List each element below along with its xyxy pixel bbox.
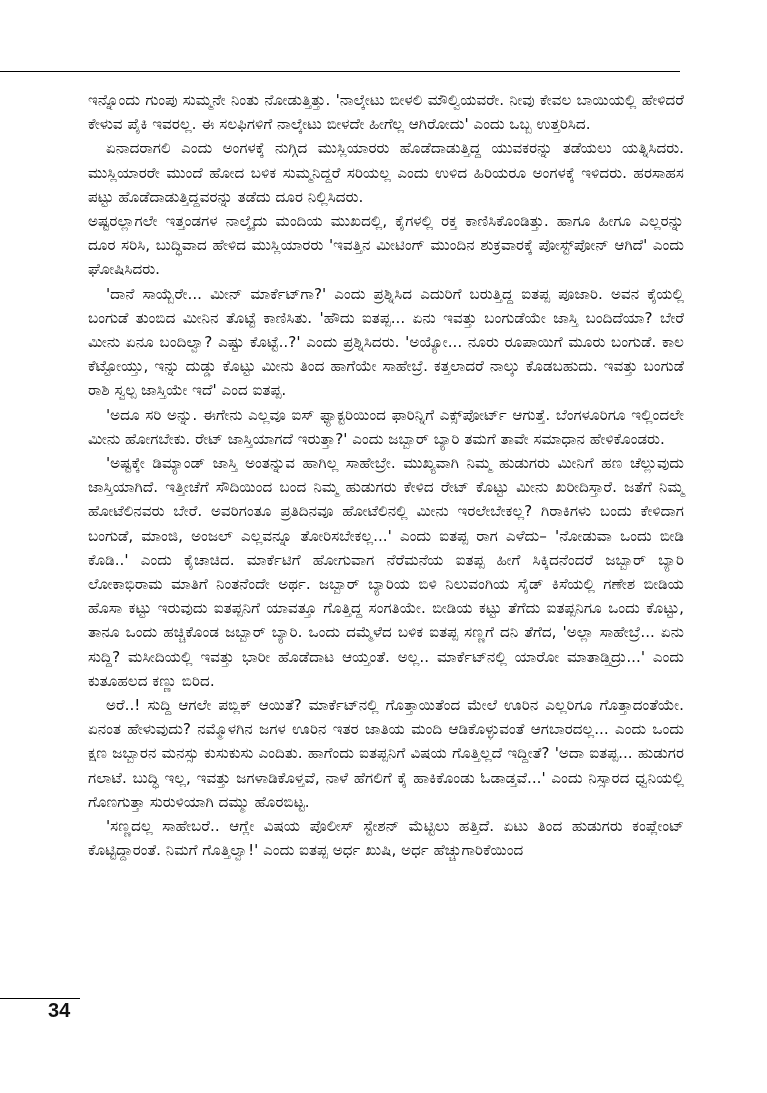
paragraph: 'ಅಷ್ಟಕ್ಕೇ ಡಿಮ್ಯಾಂಡ್ ಜಾಸ್ತಿ ಅಂತನ್ನುವ ಹಾಗಿಲ್ಲ ಸಾಹೇಬ್ರೇ. ಮುಖ್ಯವಾಗಿ ನಿಮ್ಮ ಹುಡುಗರು ಮೀನಿಗೆ ಹಣ ಚೆಲ್ಲುವುದು ಜಾಸ್ತಿಯಾಗಿದೆ. ಇತ್ತೀಚೆಗೆ ಸೌದಿಯಿಂದ ಬಂದ ನಿಮ್ಮ ಹುಡುಗರು ಕೇಳಿದ ರೇಟ್ ಕೊಟ್ಟು ಮೀನು ಖರೀದಿಸ್ತಾರೆ. ಜತೆಗೆ ನಿಮ್ಮ ಹೋಟೆಲಿನವರು ಬೇರೆ. ಅವರಿಗಂತೂ ಪ್ರತಿದಿನವೂ ಹೋಟೆಲಿನಲ್ಲಿ ಮೀನು ಇರಲೇಬೇಕಲ್ಲ? ಗಿರಾಕಿಗಳು ಬಂದು ಕೇಳಿದಾಗ ಬಂಗುಡೆ, ಮಾಂಜಿ, ಅಂಜಲ್ ಎಲ್ಲವನ್ನೂ ತೋರಿಸಬೇಕಲ್ಲ...' ಎಂದು ಐತಪ್ಪ ರಾಗ ಎಳೆದು– 'ನೋಡುವಾ ಒಂದು ಬೀಡಿ ಕೊಡಿ..' ಎಂದು ಕೈಚಾಚಿದ. ಮಾರ್ಕೆಟಿಗೆ ಹೋಗುವಾಗ ನೆರೆಮನೆಯ ಐತಪ್ಪ ಹೀಗೆ ಸಿಕ್ಕಿದನೆಂದರೆ ಜಬ್ಬಾರ್ ಬ್ಯಾರಿ ಲೋಕಾಭಿರಾಮ ಮಾತಿಗೆ ನಿಂತನೆಂದೇ ಅರ್ಥ. ಜಬ್ಬಾರ್ ಬ್ಯಾರಿಯ ಬಿಳಿ ನಿಲುವಂಗಿಯ ಸೈಡ್ ಕಿಸೆಯಲ್ಲಿ ಗಣೇಶ ಬೀಡಿಯ ಹೊಸಾ ಕಟ್ಟು ಇರುವುದು ಐತಪ್ಪನಿಗೆ ಯಾವತ್ತೂ ಗೊತ್ತಿದ್ದ ಸಂಗತಿಯೇ. ಬೀಡಿಯ ಕಟ್ಟು ತೆಗೆದು ಐತಪ್ಪನಿಗೂ ಒಂದು ಕೊಟ್ಟು, ತಾನೂ ಒಂದು ಹಚ್ಚಿಕೊಂಡ ಜಬ್ಬಾರ್ ಬ್ಯಾರಿ. ಒಂದು ದಮ್ಮೆಳೆದ ಬಳಿಕ ಐತಪ್ಪ ಸಣ್ಣಗೆ ದನಿ ತೆಗೆದ, 'ಅಲ್ಲಾ ಸಾಹೇಬ್ರೆ... ಏನು ಸುದ್ದಿ? ಮಸೀದಿಯಲ್ಲಿ ಇವತ್ತು ಭಾರೀ ಹೊಡೆದಾಟ ಆಯ್ತಂತೆ. ಅಲ್ಲ.. ಮಾರ್ಕೆಟ್‌ನಲ್ಲಿ ಯಾರೋ ಮಾತಾಡ್ತಿದ್ರು...' ಎಂದು ಕುತೂಹಲದ ಕಣ್ಣು ಬಿರಿದ.: [88, 454, 684, 690]
body-text: [88, 88, 684, 863]
paragraph: ಇನ್ನೊಂದು ಗುಂಪು ಸುಮ್ಮನೇ ನಿಂತು ನೋಡುತ್ತಿತ್ತು. 'ನಾಲ್ಕೇಟು ಬೀಳಲಿ ಮೌಲ್ವಿಯವರೇ. ನೀವು ಕೇವಲ ಬಾಯಿಯಲ್ಲಿ ಹೇಳಿದರೆ ಕೇಳುವ ಪೈಕಿ ಇವರಲ್ಲ. ಈ ಸಲಫಿಗಳಿಗೆ ನಾಲ್ಕೇಟು ಬೀಳದೇ ಹೀಗೆಲ್ಲ ಆಗಿರೋದು' ಎಂದು ಒಬ್ಬ ಉತ್ತರಿಸಿದ.: [88, 91, 684, 134]
paragraph: ಏನಾದರಾಗಲಿ ಎಂದು ಅಂಗಳಕ್ಕೆ ನುಗ್ಗಿದ ಮುಸ್ಲಿಯಾರರು ಹೊಡೆದಾಡುತ್ತಿದ್ದ ಯುವಕರನ್ನು ತಡೆಯಲು ಯತ್ನಿಸಿದರು. ಮುಸ್ಲಿಯಾರರೇ ಮುಂದೆ ಹೋದ ಬಳಿಕ ಸುಮ್ಮನಿದ್ದರೆ ಸರಿಯಲ್ಲ ಎಂದು ಉಳಿದ ಹಿರಿಯರೂ ಅಂಗಳಕ್ಕೆ ಇಳಿದರು. ಹರಸಾಹಸ ಪಟ್ಟು ಹೊಡೆದಾಡುತ್ತಿದ್ದವರನ್ನು ತಡೆದು ದೂರ ನಿಲ್ಲಿಸಿದರು.: [88, 139, 684, 206]
paragraph: 'ದಾನೆ ಸಾಯ್ಬೆರೇ... ಮೀನ್ ಮಾರ್ಕೆಟ್‌ಗಾ?' ಎಂದು ಪ್ರಶ್ನಿಸಿದ ಎದುರಿಗೆ ಬರುತ್ತಿದ್ದ ಐತಪ್ಪ ಪೂಜಾರಿ. ಅವನ ಕೈಯಲ್ಲಿ ಬಂಗುಡೆ ತುಂಬಿದ ಮೀನಿನ ತೊಟ್ಟೆ ಕಾಣಿಸಿತು. 'ಹೌದು ಐತಪ್ಪ... ಏನು ಇವತ್ತು ಬಂಗುಡೆಯೇ ಜಾಸ್ತಿ ಬಂದಿದೆಯಾ? ಬೇರೆ ಮೀನು ಏನೂ ಬಂದಿಲ್ವಾ? ಎಷ್ಟು ಕೊಟ್ಟೆ..?' ಎಂದು ಪ್ರಶ್ನಿಸಿದರು. 'ಅಯ್ಯೋ... ನೂರು ರೂಪಾಯಿಗೆ ಮೂರು ಬಂಗುಡೆ. ಕಾಲ ಕೆಟ್ಟೋಯ್ತು, ಇನ್ನು ದುಡ್ಡು ಕೊಟ್ಟು ಮೀನು ತಿಂದ ಹಾಗೆಯೇ ಸಾಹೇಬ್ರೆ. ಕತ್ತಲಾದರೆ ನಾಲ್ಕು ಕೊಡಬಹುದು. ಇವತ್ತು ಬಂಗುಡೆ ರಾಶಿ ಸ್ವಲ್ಪ ಜಾಸ್ತಿಯೇ ಇದೆ' ಎಂದ ಐತಪ್ಪ.: [88, 284, 684, 400]
paragraph: 'ಸಣ್ಣದಲ್ಲ ಸಾಹೇಬರೆ.. ಆಗ್ಲೇ ವಿಷಯ ಪೊಲೀಸ್ ಸ್ಟೇಶನ್ ಮೆಟ್ಟಿಲು ಹತ್ತಿದೆ. ಏಟು ತಿಂದ ಹುಡುಗರು ಕಂಪ್ಲೇಂಟ್ ಕೊಟ್ಟಿದ್ದಾರಂತೆ. ನಿಮಗೆ ಗೊತ್ತಿಲ್ವಾ!' ಎಂದು ಐತಪ್ಪ ಅರ್ಧ ಖುಷಿ, ಅರ್ಧ ಹೆಚ್ಚುಗಾರಿಕೆಯಿಂದ: [88, 817, 684, 860]
footer-rule: [0, 998, 80, 999]
paragraph: ಅಷ್ಟರಲ್ಲಾಗಲೇ ಇತ್ತಂಡಗಳ ನಾಲ್ಕೈದು ಮಂದಿಯ ಮುಖದಲ್ಲಿ, ಕೈಗಳಲ್ಲಿ ರಕ್ತ ಕಾಣಿಸಿಕೊಂಡಿತ್ತು. ಹಾಗೂ ಹೀಗೂ ಎಲ್ಲರನ್ನು ದೂರ ಸರಿಸಿ, ಬುದ್ಧಿವಾದ ಹೇಳಿದ ಮುಸ್ಲಿಯಾರರು 'ಇವತ್ತಿನ ಮೀಟಿಂಗ್ ಮುಂದಿನ ಶುಕ್ರವಾರಕ್ಕೆ ಪೋಸ್ಟ್‌ಪೋನ್ ಆಗಿದೆ' ಎಂದು ಘೋಷಿಸಿದರು.: [88, 212, 684, 279]
page-number: 34: [48, 1000, 71, 1022]
header-rule: [0, 71, 680, 72]
paragraph: 'ಅದೂ ಸರಿ ಅನ್ನು. ಈಗೇನು ಎಲ್ಲವೂ ಐಸ್ ಫ್ಯಾಕ್ಟರಿಯಿಂದ ಫಾರಿನ್ನಿಗೆ ಎಕ್ಸ್‌ಪೋರ್ಟ್ ಆಗುತ್ತೆ. ಬೆಂಗಳೂರಿಗೂ ಇಲ್ಲಿಂದಲೇ ಮೀನು ಹೋಗಬೇಕು. ರೇಟ್ ಜಾಸ್ತಿಯಾಗದೆ ಇರುತ್ತಾ?' ಎಂದು ಜಬ್ಬಾರ್ ಬ್ಯಾರಿ ತಮಗೆ ತಾವೇ ಸಮಾಧಾನ ಹೇಳಿಕೊಂಡರು.: [88, 405, 684, 448]
paragraph: ಅರೆ..! ಸುದ್ದಿ ಆಗಲೇ ಪಬ್ಲಿಕ್ ಆಯಿತೆ? ಮಾರ್ಕೆಟ್‌ನಲ್ಲಿ ಗೊತ್ತಾಯಿತೆಂದ ಮೇಲೆ ಊರಿನ ಎಲ್ಲರಿಗೂ ಗೊತ್ತಾದಂತೆಯೇ. ಏನಂತ ಹೇಳುವುದು? ನಮ್ಮೊಳಗಿನ ಜಗಳ ಊರಿನ ಇತರ ಜಾತಿಯ ಮಂದಿ ಆಡಿಕೊಳ್ಳುವಂತೆ ಆಗಬಾರದಲ್ಲ... ಎಂದು ಒಂದು ಕ್ಷಣ ಜಬ್ಬಾರನ ಮನಸ್ಸು ಕುಸುಕುಸು ಎಂದಿತು. ಹಾಗೆಂದು ಐತಪ್ಪನಿಗೆ ವಿಷಯ ಗೊತ್ತಿಲ್ಲದೆ ಇದ್ದೀತೆ? 'ಅದಾ ಐತಪ್ಪ... ಹುಡುಗರ ಗಲಾಟೆ. ಬುದ್ಧಿ ಇಲ್ಲ, ಇವತ್ತು ಜಗಳಾಡಿಕೊಳ್ತವೆ, ನಾಳೆ ಹೆಗಲಿಗೆ ಕೈ ಹಾಕಿಕೊಂಡು ಓಡಾಡ್ತವೆ...' ಎಂದು ನಿಸ್ಸಾರದ ಧ್ವನಿಯಲ್ಲಿ ಗೊಣಗುತ್ತಾ ಸುರುಳಿಯಾಗಿ ದಮ್ಮು ಹೊರಬಿಟ್ಟ.: [88, 696, 684, 811]
